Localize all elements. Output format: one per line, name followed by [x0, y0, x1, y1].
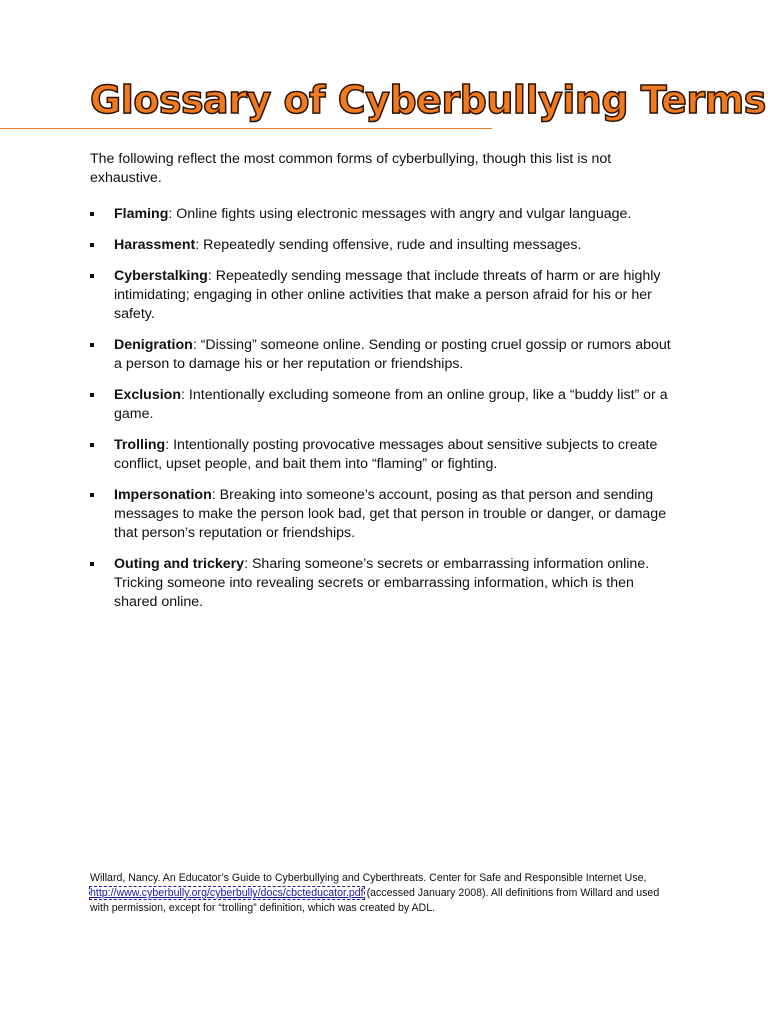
term-name: Exclusion: [114, 387, 182, 403]
glossary-item-cyberstalking: [90, 267, 680, 324]
page-title: Glossary of Cyberbullying Terms: [90, 78, 766, 122]
glossary-item-harassment: [90, 236, 680, 255]
term-name: Harassment: [114, 237, 196, 253]
term-name: Denigration: [114, 337, 193, 353]
term-definition: : Breaking into someone’s account, posing as that person and sending messages to make the person look bad, get that person in trouble or danger, or damage that person’s reputation or friendships.: [114, 487, 667, 541]
glossary-item-exclusion: [90, 386, 680, 424]
term-name: Flaming: [114, 206, 169, 222]
glossary-item-denigration: [90, 336, 680, 374]
glossary-list: [90, 205, 680, 624]
footnote-text-after: (accessed January 2008). All definitions from Willard and used with permission, except for “trolling” definition, which was created by ADL.: [90, 887, 660, 914]
glossary-item-outing-and-trickery: [90, 555, 680, 612]
term-name: Outing and trickery: [114, 556, 245, 572]
square-bullet-icon: [90, 274, 94, 278]
square-bullet-icon: [90, 443, 94, 447]
intro-paragraph: The following reflect the most common forms of cyberbullying, though this list is not exhaustive.: [90, 151, 612, 186]
term-name: Impersonation: [114, 487, 212, 503]
term-name: Cyberstalking: [114, 268, 208, 284]
term-definition: : Intentionally posting provocative messages about sensitive subjects to create conflict, upset people, and bait them into “flaming” or fighting.: [114, 437, 658, 472]
term-definition: : Repeatedly sending offensive, rude and insulting messages.: [195, 237, 582, 253]
term-definition: : Repeatedly sending message that include threats of harm or are highly intimidating; engaging in other online activities that make a person afraid for his or her safety.: [114, 268, 661, 322]
square-bullet-icon: [90, 493, 94, 497]
square-bullet-icon: [90, 243, 94, 247]
term-definition: : Intentionally excluding someone from an online group, like a “buddy list” or a game.: [114, 387, 668, 422]
glossary-item-impersonation: [90, 486, 680, 543]
square-bullet-icon: [90, 212, 94, 216]
citation-footnote: [90, 871, 670, 916]
glossary-item-flaming: [90, 205, 680, 224]
term-definition: : Sharing someone’s secrets or embarrassing information online. Tricking someone into revealing secrets or embarrassing information, which is then shared online.: [114, 556, 650, 610]
footnote-text-before: Willard, Nancy. An Educator’s Guide to Cyberbullying and Cyberthreats. Center for Safe and Responsible Internet Use,: [90, 872, 647, 884]
term-definition: : “Dissing” someone online. Sending or posting cruel gossip or rumors about a person to damage his or her reputation or friendships.: [114, 337, 671, 372]
square-bullet-icon: [90, 343, 94, 347]
square-bullet-icon: [90, 562, 94, 566]
title-underline-rule: [0, 128, 492, 129]
term-definition: : Online fights using electronic messages with angry and vulgar language.: [168, 206, 632, 222]
square-bullet-icon: [90, 393, 94, 397]
source-link[interactable]: http://www.cyberbully.org/cyberbully/docs/cbcteducator.pdf: [90, 887, 364, 899]
glossary-item-trolling: [90, 436, 680, 474]
term-name: Trolling: [114, 437, 166, 453]
